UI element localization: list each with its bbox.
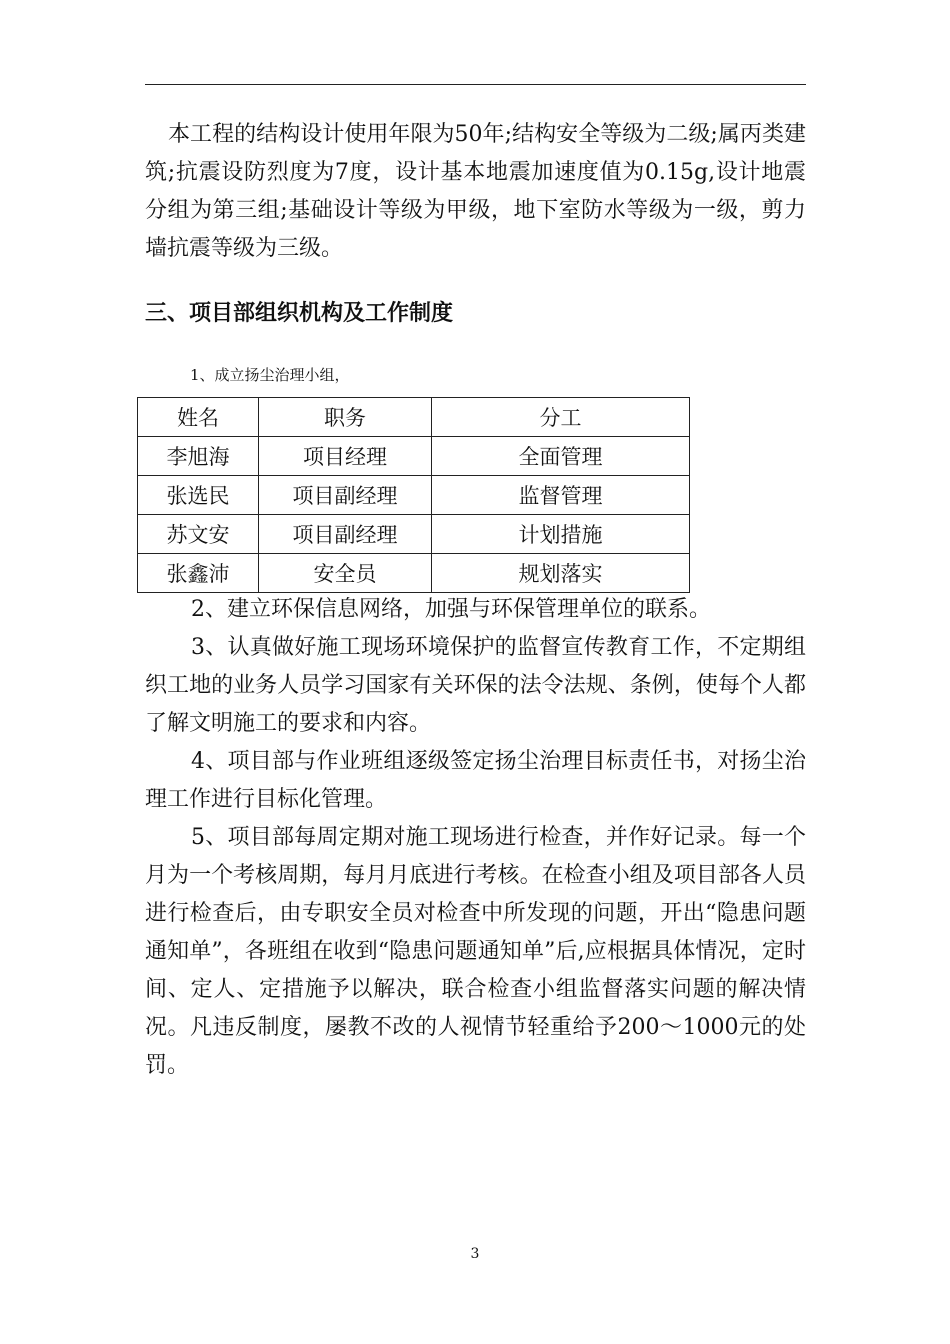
table-row [138,515,690,554]
cell-title: 项目副经理 [259,476,432,515]
cell-title: 项目副经理 [259,515,432,554]
item4-paragraph: 4、项目部与作业班组逐级签定扬尘治理目标责任书，对扬尘治理工作进行目标化管理。 [145,749,806,812]
table-row [138,554,690,593]
page-number: 3 [470,1246,480,1262]
intro-block [145,116,806,268]
cell-duty: 监督管理 [432,476,690,515]
cell-name: 张选民 [138,476,259,515]
header-rule [145,84,806,85]
table-header-row [138,398,690,437]
table-row [138,437,690,476]
item5-paragraph: 5、项目部每周定期对施工现场进行检查，并作好记录。每一个月为一个考核周期，每月月底进行考核。在检查小组及项目部各人员进行检查后，由专职安全员对检查中所发现的问题，开出“隐患问题通知单”，各班组在收到“隐患问题通知单”后,应根据具体情况，定时间、定人、定措施予以解决，联合检查小组监督落实问题的解决情况。凡违反制度，屡教不改的人视情节轻重给予200～1000元的处罚。 [145,825,806,1078]
cell-title: 项目经理 [259,437,432,476]
cell-title: 安全员 [259,554,432,593]
cell-duty: 全面管理 [432,437,690,476]
items-block [145,591,806,1085]
cell-duty: 计划措施 [432,515,690,554]
header-title: 职务 [259,398,432,437]
cell-name: 张鑫沛 [138,554,259,593]
header-name: 姓名 [138,398,259,437]
item1-caption: 1、成立扬尘治理小组， [190,366,350,384]
cell-name: 苏文安 [138,515,259,554]
header-duty: 分工 [432,398,690,437]
table-row [138,476,690,515]
item2-paragraph: 2、建立环保信息网络，加强与环保管理单位的联系。 [191,597,711,622]
staff-table [137,397,690,593]
cell-name: 李旭海 [138,437,259,476]
section-heading: 三、项目部组织机构及工作制度 [145,300,454,326]
item3-paragraph: 3、认真做好施工现场环境保护的监督宣传教育工作，不定期组织工地的业务人员学习国家有关环保的法令法规、条例，使每个人都了解文明施工的要求和内容。 [145,635,806,736]
cell-duty: 规划落实 [432,554,690,593]
intro-paragraph: 本工程的结构设计使用年限为50年;结构安全等级为二级;属丙类建筑;抗震设防烈度为7度，设计基本地震加速度值为0.15g,设计地震分组为第三组;基础设计等级为甲级，地下室防水等级为一级，剪力墙抗震等级为三级。 [145,122,806,261]
